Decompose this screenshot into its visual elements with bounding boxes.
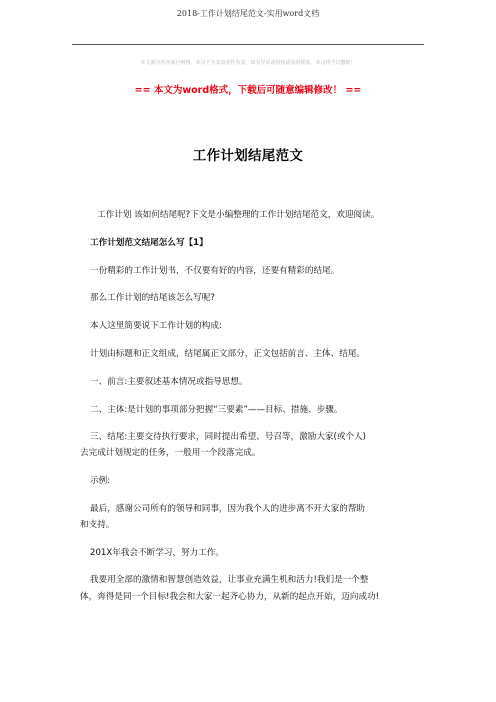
- disclaimer-text: 本文部分内容来自网络，本司不为其真实性负责，如有异议或侵权请及时联系，本司将予以删除！: [140, 60, 356, 66]
- edit-notice: == 本文为word格式，下载后可随意编辑修改！ ==: [134, 85, 362, 96]
- paragraph-line: 三、结尾:主要交待执行要求，同时提出希望、号召等，激励大家(或个人): [90, 432, 367, 442]
- paragraph-line: 我要用全部的激情和智慧创造效益，让事业充满生机和活力!我们是一个整: [90, 575, 369, 585]
- header-divider: [72, 44, 424, 45]
- paragraph-line: 最后，感谢公司所有的领导和同事，因为我个人的进步离不开大家的帮助: [90, 504, 366, 514]
- example-label: 示例:: [90, 476, 111, 486]
- intro-paragraph: 工作计划 该如何结尾呢?下文是小编整理的工作计划结尾范文，欢迎阅读。: [97, 210, 380, 220]
- paragraph: 计划由标题和正文组成，结尾属正文部分，正文包括前言、主体、结尾。: [90, 349, 366, 359]
- paragraph-line: 去完成计划规定的任务，一般用一个段落完成。: [80, 448, 261, 458]
- paragraph-line: 和支持。: [80, 520, 115, 530]
- document-header-title: 2018-工作计划结尾范文-实用word文档: [176, 9, 320, 18]
- paragraph: 二、主体:是计划的事项部分把握“三要素”——目标、措施、步骤。: [90, 405, 343, 415]
- paragraph: 201X年我会不断学习，努力工作。: [90, 548, 225, 558]
- paragraph: 一、前言:主要叙述基本情况或指导思想。: [90, 377, 248, 387]
- section-heading: 工作计划范文结尾怎么写【1】: [90, 238, 208, 248]
- paragraph: 本人这里简要说下工作计划的构成:: [90, 321, 222, 331]
- paragraph-line: 体，奔得是同一个目标!我会和大家一起齐心协力，从新的起点开始，迈向成功!: [80, 592, 380, 602]
- document-title: 工作计划结尾范文: [192, 148, 304, 164]
- paragraph: 那么工作计划的结尾该怎么写呢?: [90, 293, 215, 303]
- paragraph: 一份精彩的工作计划书，不仅要有好的内容，还要有精彩的结尾。: [90, 266, 340, 276]
